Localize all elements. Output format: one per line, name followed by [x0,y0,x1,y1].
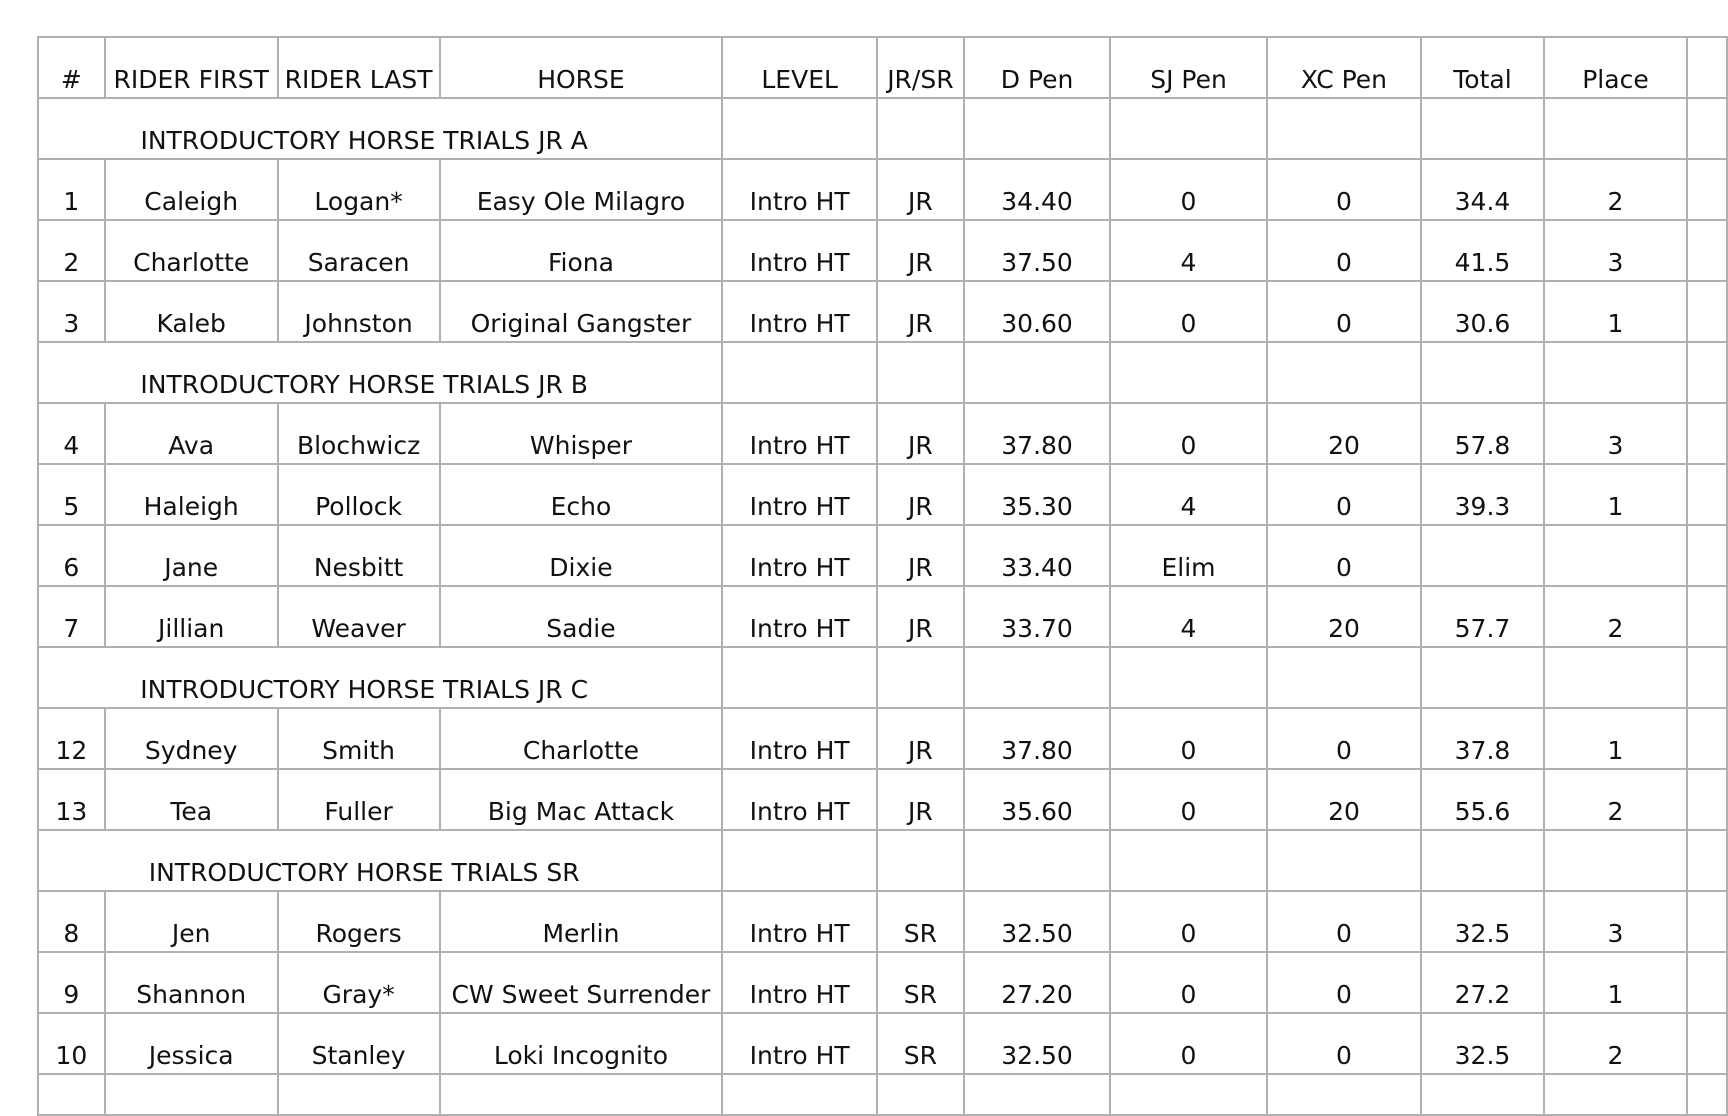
table-row [38,281,1727,342]
sj-pen-cell: 0 [1110,891,1266,952]
d-pen-cell: 30.60 [964,281,1110,342]
section-title: INTRODUCTORY HORSE TRIALS JR C [140,675,589,704]
sj-pen-cell: 4 [1110,220,1266,281]
horse-cell: Original Gangster [440,281,723,342]
place-cell: 1 [1544,708,1687,769]
total-cell: 30.6 [1421,281,1544,342]
d-pen-cell: 27.20 [964,952,1110,1013]
sj-pen-cell: 0 [1110,1013,1266,1074]
empty-cell [1110,647,1266,708]
table-row [38,891,1727,952]
jr-sr-cell: SR [877,952,964,1013]
column-header-rider-last: RIDER LAST [278,37,440,98]
xc-pen-cell: 0 [1267,159,1422,220]
section-title-cell [38,342,722,403]
rider-first-cell: Charlotte [105,220,278,281]
sj-pen-cell: 0 [1110,769,1266,830]
section-title: INTRODUCTORY HORSE TRIALS JR A [140,126,588,155]
rider-last-cell: Rogers [278,891,440,952]
empty-cell [1544,98,1687,159]
table-row [38,769,1727,830]
num-cell: 12 [38,708,105,769]
empty-cell [1687,220,1727,281]
rider-first-cell: Ava [105,403,278,464]
rider-last-cell: Johnston [278,281,440,342]
rider-first-cell: Caleigh [105,159,278,220]
empty-cell [1267,1074,1422,1115]
empty-cell [1687,647,1727,708]
place-cell: 2 [1544,159,1687,220]
empty-cell [1687,342,1727,403]
level-cell: Intro HT [722,281,877,342]
empty-cell [722,647,877,708]
jr-sr-cell: JR [877,708,964,769]
xc-pen-cell: 20 [1267,586,1422,647]
empty-cell [1687,830,1727,891]
empty-cell [722,342,877,403]
empty-cell [38,1074,105,1115]
empty-cell [1687,281,1727,342]
table-row [38,952,1727,1013]
rider-last-cell: Pollock [278,464,440,525]
empty-cell [1421,98,1544,159]
column-header-num: # [38,37,105,98]
level-cell: Intro HT [722,708,877,769]
table-row [38,403,1727,464]
empty-cell [1267,342,1422,403]
empty-cell [440,1074,723,1115]
place-cell: 2 [1544,1013,1687,1074]
jr-sr-cell: SR [877,891,964,952]
column-header-place: Place [1544,37,1687,98]
num-cell: 5 [38,464,105,525]
column-header-level: LEVEL [722,37,877,98]
section-title-cell [38,830,722,891]
empty-cell [1687,708,1727,769]
total-cell: 37.8 [1421,708,1544,769]
place-cell: 3 [1544,891,1687,952]
sj-pen-cell: 0 [1110,159,1266,220]
place-cell: 2 [1544,769,1687,830]
sj-pen-cell: 0 [1110,952,1266,1013]
rider-last-cell: Weaver [278,586,440,647]
sj-pen-cell: 0 [1110,281,1266,342]
horse-cell: CW Sweet Surrender [440,952,723,1013]
section-row [38,647,1727,708]
section-title: INTRODUCTORY HORSE TRIALS SR [148,858,580,887]
num-cell: 1 [38,159,105,220]
level-cell: Intro HT [722,525,877,586]
empty-cell [1687,159,1727,220]
empty-cell [877,647,964,708]
empty-cell [1687,1013,1727,1074]
table-row [38,159,1727,220]
rider-last-cell: Stanley [278,1013,440,1074]
rider-first-cell: Haleigh [105,464,278,525]
empty-cell [964,342,1110,403]
total-cell: 55.6 [1421,769,1544,830]
level-cell: Intro HT [722,769,877,830]
rider-last-cell: Nesbitt [278,525,440,586]
jr-sr-cell: JR [877,525,964,586]
d-pen-cell: 32.50 [964,1013,1110,1074]
total-cell: 27.2 [1421,952,1544,1013]
horse-cell: Dixie [440,525,723,586]
place-cell [1544,525,1687,586]
empty-cell [1421,342,1544,403]
empty-cell [877,830,964,891]
rider-first-cell: Jen [105,891,278,952]
empty-cell [1267,830,1422,891]
d-pen-cell: 35.30 [964,464,1110,525]
jr-sr-cell: JR [877,159,964,220]
empty-cell [1687,1074,1727,1115]
place-cell: 1 [1544,281,1687,342]
total-cell: 32.5 [1421,1013,1544,1074]
jr-sr-cell: JR [877,220,964,281]
level-cell: Intro HT [722,1013,877,1074]
results-table [37,36,1728,1116]
jr-sr-cell: JR [877,281,964,342]
empty-cell [1267,647,1422,708]
empty-cell [877,98,964,159]
num-cell: 8 [38,891,105,952]
horse-cell: Echo [440,464,723,525]
empty-cell [105,1074,278,1115]
level-cell: Intro HT [722,403,877,464]
jr-sr-cell: JR [877,403,964,464]
xc-pen-cell: 20 [1267,403,1422,464]
sj-pen-cell: 0 [1110,403,1266,464]
d-pen-cell: 33.40 [964,525,1110,586]
table-row [38,220,1727,281]
num-cell: 2 [38,220,105,281]
place-cell: 1 [1544,952,1687,1013]
empty-cell [278,1074,440,1115]
total-cell: 57.8 [1421,403,1544,464]
rider-last-cell: Smith [278,708,440,769]
empty-cell [964,98,1110,159]
num-cell: 13 [38,769,105,830]
empty-cell [964,647,1110,708]
empty-cell [1687,586,1727,647]
empty-cell [1544,647,1687,708]
empty-cell [1421,830,1544,891]
column-header-xc-pen: XC Pen [1267,37,1422,98]
d-pen-cell: 34.40 [964,159,1110,220]
column-header-horse: HORSE [440,37,723,98]
section-row [38,342,1727,403]
num-cell: 10 [38,1013,105,1074]
rider-last-cell: Logan* [278,159,440,220]
xc-pen-cell: 0 [1267,708,1422,769]
num-cell: 9 [38,952,105,1013]
xc-pen-cell: 0 [1267,220,1422,281]
place-cell: 1 [1544,464,1687,525]
d-pen-cell: 37.80 [964,708,1110,769]
xc-pen-cell: 0 [1267,1013,1422,1074]
rider-first-cell: Jane [105,525,278,586]
jr-sr-cell: JR [877,769,964,830]
column-header-rider-first: RIDER FIRST [105,37,278,98]
empty-cell [964,1074,1110,1115]
horse-cell: Merlin [440,891,723,952]
level-cell: Intro HT [722,159,877,220]
jr-sr-cell: SR [877,1013,964,1074]
rider-last-cell: Saracen [278,220,440,281]
sj-pen-cell: Elim [1110,525,1266,586]
empty-cell [722,830,877,891]
d-pen-cell: 37.50 [964,220,1110,281]
place-cell: 2 [1544,586,1687,647]
level-cell: Intro HT [722,220,877,281]
horse-cell: Big Mac Attack [440,769,723,830]
rider-last-cell: Blochwicz [278,403,440,464]
horse-cell: Sadie [440,586,723,647]
total-cell: 41.5 [1421,220,1544,281]
rider-first-cell: Jessica [105,1013,278,1074]
section-title-cell [38,98,722,159]
table-row [38,525,1727,586]
empty-cell [1267,98,1422,159]
empty-cell [1687,98,1727,159]
section-row [38,98,1727,159]
table-row [38,1013,1727,1074]
sj-pen-cell: 4 [1110,464,1266,525]
rider-first-cell: Kaleb [105,281,278,342]
num-cell: 7 [38,586,105,647]
xc-pen-cell: 20 [1267,769,1422,830]
empty-cell [1421,1074,1544,1115]
empty-cell [1544,1074,1687,1115]
column-header-jr-sr: JR/SR [877,37,964,98]
level-cell: Intro HT [722,586,877,647]
empty-cell [1687,37,1727,98]
empty-cell [1687,464,1727,525]
jr-sr-cell: JR [877,464,964,525]
empty-cell [1544,830,1687,891]
rider-last-cell: Gray* [278,952,440,1013]
num-cell: 6 [38,525,105,586]
xc-pen-cell: 0 [1267,464,1422,525]
horse-cell: Easy Ole Milagro [440,159,723,220]
empty-cell [964,830,1110,891]
section-row [38,830,1727,891]
empty-cell [1687,525,1727,586]
table-row [38,586,1727,647]
place-cell: 3 [1544,220,1687,281]
column-header-sj-pen: SJ Pen [1110,37,1266,98]
rider-first-cell: Tea [105,769,278,830]
empty-cell [722,1074,877,1115]
sj-pen-cell: 4 [1110,586,1266,647]
num-cell: 4 [38,403,105,464]
xc-pen-cell: 0 [1267,891,1422,952]
empty-cell [1687,769,1727,830]
total-cell: 32.5 [1421,891,1544,952]
section-title: INTRODUCTORY HORSE TRIALS JR B [140,370,588,399]
header-row [38,37,1727,98]
empty-cell [877,1074,964,1115]
xc-pen-cell: 0 [1267,952,1422,1013]
table-row [38,464,1727,525]
horse-cell: Fiona [440,220,723,281]
rider-first-cell: Jillian [105,586,278,647]
rider-last-cell: Fuller [278,769,440,830]
level-cell: Intro HT [722,464,877,525]
horse-cell: Loki Incognito [440,1013,723,1074]
table-row [38,708,1727,769]
xc-pen-cell: 0 [1267,525,1422,586]
empty-cell [1110,98,1266,159]
empty-cell [1110,342,1266,403]
section-title-cell [38,647,722,708]
empty-cell [877,342,964,403]
sj-pen-cell: 0 [1110,708,1266,769]
column-header-total: Total [1421,37,1544,98]
jr-sr-cell: JR [877,586,964,647]
empty-cell [1687,952,1727,1013]
d-pen-cell: 35.60 [964,769,1110,830]
column-header-d-pen: D Pen [964,37,1110,98]
total-cell: 39.3 [1421,464,1544,525]
place-cell: 3 [1544,403,1687,464]
empty-cell [1687,891,1727,952]
total-cell [1421,525,1544,586]
empty-cell [1687,403,1727,464]
rider-first-cell: Sydney [105,708,278,769]
d-pen-cell: 37.80 [964,403,1110,464]
empty-cell [1421,647,1544,708]
total-cell: 57.7 [1421,586,1544,647]
horse-cell: Whisper [440,403,723,464]
horse-cell: Charlotte [440,708,723,769]
d-pen-cell: 33.70 [964,586,1110,647]
total-cell: 34.4 [1421,159,1544,220]
num-cell: 3 [38,281,105,342]
xc-pen-cell: 0 [1267,281,1422,342]
blank-row [38,1074,1727,1115]
empty-cell [1544,342,1687,403]
empty-cell [722,98,877,159]
empty-cell [1110,830,1266,891]
empty-cell [1110,1074,1266,1115]
level-cell: Intro HT [722,891,877,952]
d-pen-cell: 32.50 [964,891,1110,952]
rider-first-cell: Shannon [105,952,278,1013]
level-cell: Intro HT [722,952,877,1013]
